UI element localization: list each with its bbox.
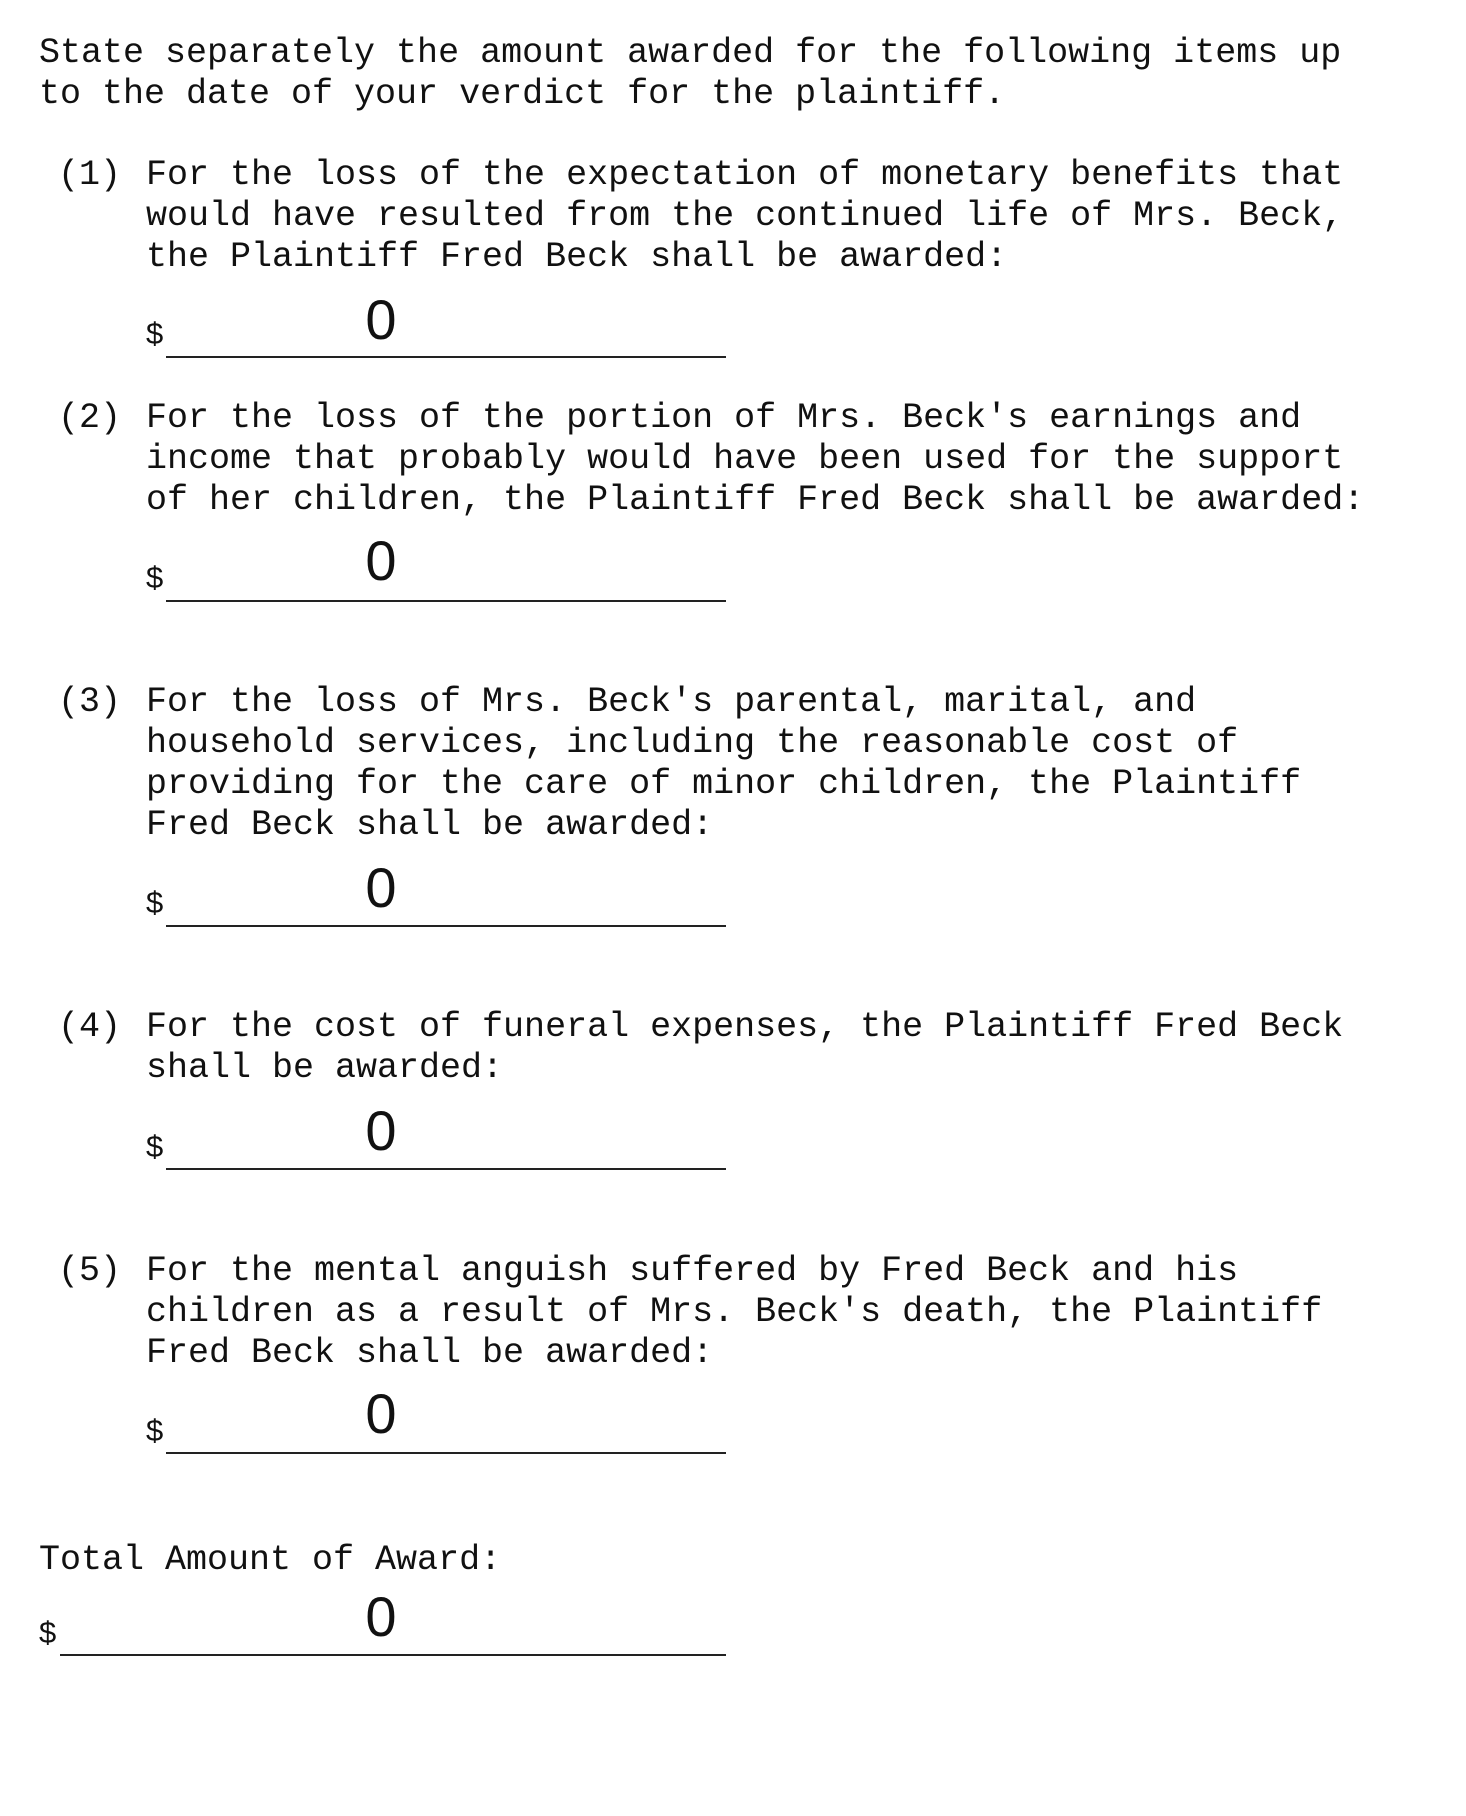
dollar-sign: $	[146, 1413, 164, 1448]
item-number: (5)	[58, 1251, 122, 1291]
amount-value[interactable]: 0	[365, 1382, 397, 1445]
item-number: (4)	[58, 1007, 122, 1047]
item-number: (1)	[58, 155, 122, 195]
amount-field-line	[166, 1452, 726, 1454]
amount-value[interactable]: 0	[365, 529, 397, 592]
dollar-sign: $	[146, 316, 164, 351]
instructions-text: State separately the amount awarded for the following items up to the date of your verdict for the plaintiff.	[39, 33, 1342, 114]
dollar-sign: $	[39, 1615, 57, 1650]
total-amount-field-line	[60, 1654, 726, 1656]
dollar-sign: $	[146, 560, 164, 595]
dollar-sign: $	[146, 885, 164, 920]
amount-value[interactable]: 0	[365, 288, 397, 351]
item-text: For the loss of the portion of Mrs. Beck's earnings and income that probably would have been used for the support of her children, the Plaintiff Fred Beck shall be awarded:	[146, 398, 1365, 520]
item-text: For the mental anguish suffered by Fred Beck and his children as a result of Mrs. Beck's death, the Plaintiff Fred Beck shall be awarded:	[146, 1251, 1323, 1373]
item-number: (3)	[58, 682, 122, 722]
amount-field-line	[166, 356, 726, 358]
item-number: (2)	[58, 398, 122, 438]
item-text: For the loss of the expectation of monetary benefits that would have resulted from the continued life of Mrs. Beck, the Plaintiff Fred Beck shall be awarded:	[146, 155, 1344, 277]
amount-field-line	[166, 1168, 726, 1170]
amount-field-line	[166, 600, 726, 602]
item-text: For the cost of funeral expenses, the Plaintiff Fred Beck shall be awarded:	[146, 1007, 1344, 1088]
total-amount-value[interactable]: 0	[365, 1585, 397, 1648]
total-label: Total Amount of Award:	[39, 1540, 502, 1580]
dollar-sign: $	[146, 1129, 164, 1164]
amount-field-line	[166, 925, 726, 927]
amount-value[interactable]: 0	[365, 1099, 397, 1162]
amount-value[interactable]: 0	[365, 856, 397, 919]
item-text: For the loss of Mrs. Beck's parental, marital, and household services, including the reasonable cost of providing for the care of minor children, the Plaintiff Fred Beck shall be awarded:	[146, 682, 1302, 845]
